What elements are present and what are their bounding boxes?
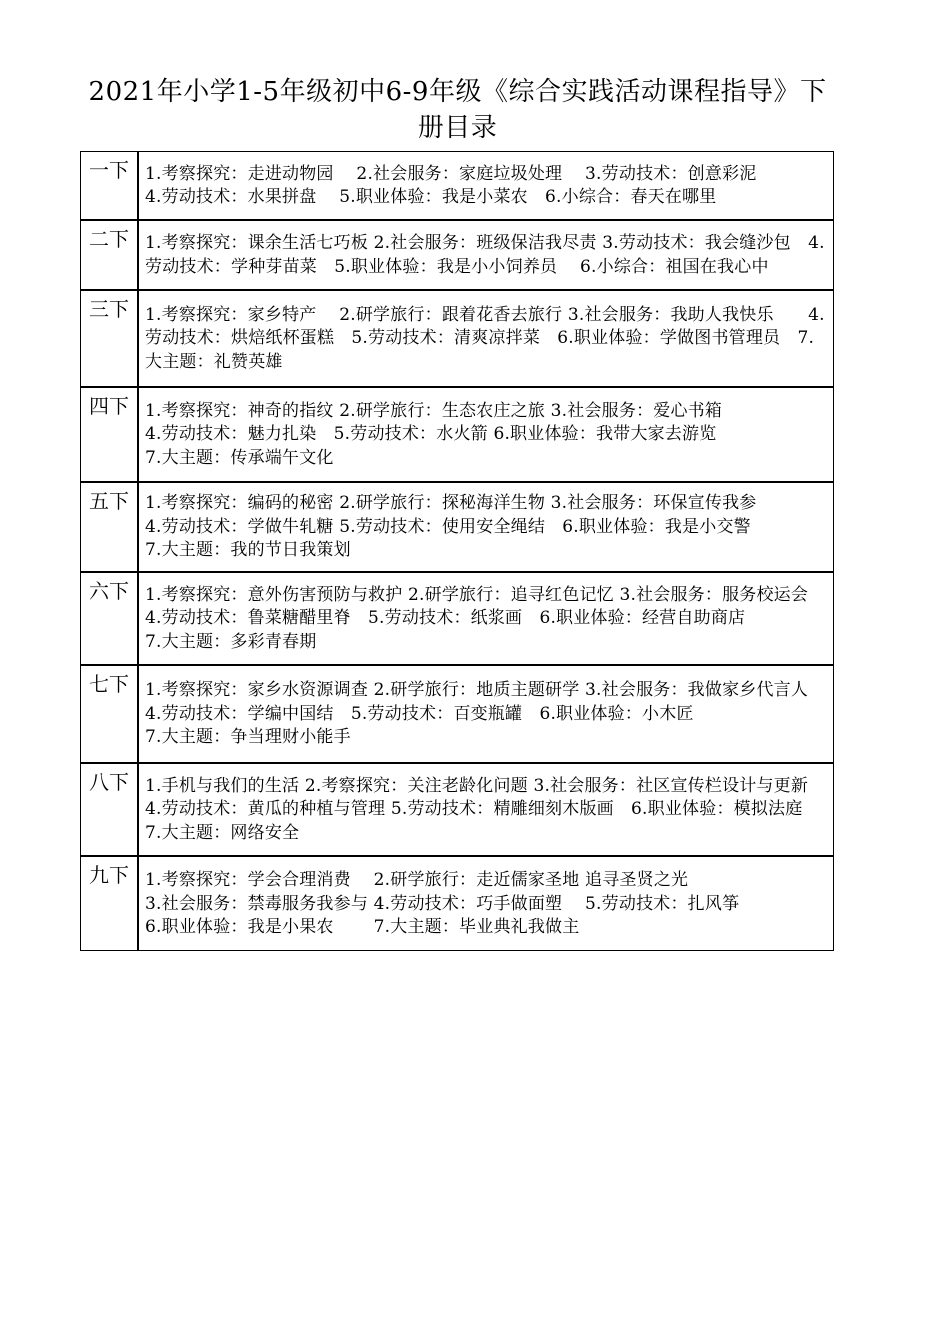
content-cell: 1.考察探究：家乡水资源调查 2.研学旅行：地质主题研学 3.社会服务：我做家乡代言人 4.劳动技术：学编中国结 5.劳动技术：百变瓶罐 6.职业体验：小木匠 7.大主题：争当理财小能手 (138, 665, 834, 763)
grade-cell: 一下 (81, 152, 139, 220)
content-cell: 1.考察探究：学会合理消费 2.研学旅行：走近儒家圣地 追寻圣贤之光 3.社会服务：禁毒服务我参与 4.劳动技术：巧手做面塑 5.劳动技术：扎风筝 6.职业体验：我是小果农 7.大主题：毕业典礼我做主 (138, 856, 834, 951)
content-cell: 1.考察探究：神奇的指纹 2.研学旅行：生态农庄之旅 3.社会服务：爱心书箱 4.劳动技术：魅力扎染 5.劳动技术：水火箭 6.职业体验：我带大家去游览 7.大主题：传承端午文化 (138, 387, 834, 482)
grade-cell: 三下 (81, 290, 139, 387)
content-cell: 1.考察探究：家乡特产 2.研学旅行：跟着花香去旅行 3.社会服务：我助人我快乐 4.劳动技术：烘焙纸杯蛋糕 5.劳动技术：清爽凉拌菜 6.职业体验：学做图书管理员 7.大主题：礼赞英雄 (138, 290, 834, 387)
grade-cell: 二下 (81, 220, 139, 290)
table-row (81, 387, 834, 482)
content-cell: 1.考察探究：编码的秘密 2.研学旅行：探秘海洋生物 3.社会服务：环保宣传我参 4.劳动技术：学做牛轧糖 5.劳动技术：使用安全绳结 6.职业体验：我是小交警 7.大主题：我的节日我策划 (138, 482, 834, 572)
grade-cell: 四下 (81, 387, 139, 482)
page-title: 2021年小学1-5年级初中6-9年级《综合实践活动课程指导》下册目录 (88, 77, 827, 143)
content-cell: 1.手机与我们的生活 2.考察探究：关注老龄化问题 3.社会服务：社区宣传栏设计与更新 4.劳动技术：黄瓜的种植与管理 5.劳动技术：精雕细刻木版画 6.职业体验：模拟法庭 7.大主题：网络安全 (138, 763, 834, 856)
table-row (81, 482, 834, 572)
catalog-table (80, 151, 855, 951)
table-row (81, 290, 834, 387)
table-row (81, 220, 834, 290)
content-cell: 1.考察探究：走进动物园 2.社会服务：家庭垃圾处理 3.劳动技术：创意彩泥 4.劳动技术：水果拼盘 5.职业体验：我是小菜农 6.小综合：春天在哪里 (138, 152, 834, 220)
table-row (81, 572, 834, 665)
table-row (81, 856, 834, 951)
grade-cell: 八下 (81, 763, 139, 856)
content-cell: 1.考察探究：课余生活七巧板 2.社会服务：班级保洁我尽责 3.劳动技术：我会缝沙包 4.劳动技术：学种芽苗菜 5.职业体验：我是小小饲养员 6.小综合：祖国在我心中 (138, 220, 834, 290)
grade-cell: 七下 (81, 665, 139, 763)
grade-cell: 六下 (81, 572, 139, 665)
table-row (81, 665, 834, 763)
grade-cell: 九下 (81, 856, 139, 951)
table-row (81, 152, 834, 220)
grade-cell: 五下 (81, 482, 139, 572)
content-cell: 1.考察探究：意外伤害预防与救护 2.研学旅行：追寻红色记忆 3.社会服务：服务校运会 4.劳动技术：鲁菜糖醋里脊 5.劳动技术：纸浆画 6.职业体验：经营自助商店 7.大主题：多彩青春期 (138, 572, 834, 665)
table-row (81, 763, 834, 856)
